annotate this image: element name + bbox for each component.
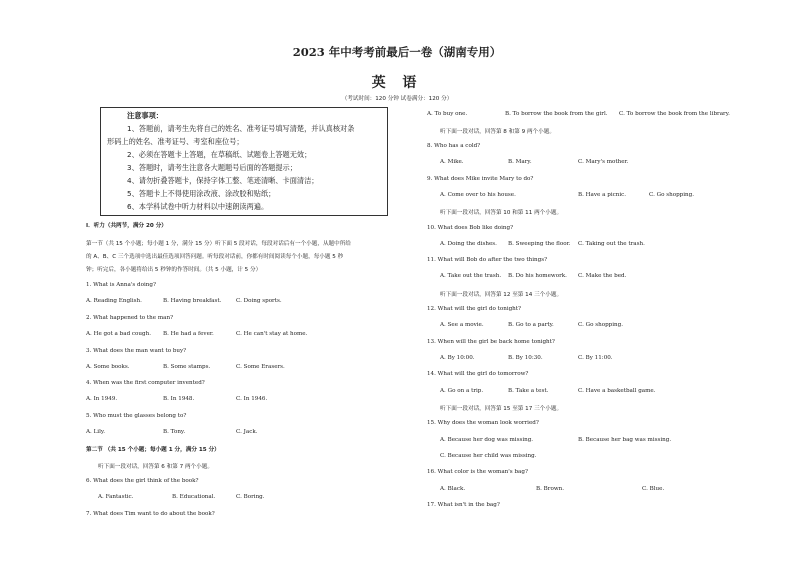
question-text: 12. What will the girl do tonight? (427, 306, 522, 312)
option: A. Doing the dishes. (440, 241, 497, 247)
option: C. Taking out the trash. (578, 241, 645, 247)
question-text: 17. What isn't in the bag? (427, 502, 500, 508)
notice-item: 2、必须在答题卡上答题，在草稿纸、试题卷上答题无效； (127, 150, 312, 159)
option: B. Do his homework. (508, 273, 567, 279)
question-text: 15. Why does the woman look worried? (427, 420, 539, 426)
option: B. He had a fever. (163, 331, 214, 337)
option: C. Make the bed. (578, 273, 627, 279)
section-direction: 第一节（共 15 个小题；每小题 1 分，满分 15 分）听下面 5 段对话，每段对话后有一个小题，从题中所给 (86, 241, 351, 247)
question-text: 16. What color is the woman's bag? (427, 469, 528, 475)
option: A. In 1949. (86, 396, 118, 402)
page-title: 2023 年中考考前最后一卷（湖南专用） (292, 45, 502, 59)
option: C. By 11:00. (578, 355, 613, 361)
option: B. Because her bag was missing. (578, 437, 672, 443)
question-text: 9. What does Mike invite Mary to do? (427, 176, 534, 182)
option: A. Go on a trip. (440, 388, 484, 394)
question-text: 8. Who has a cold? (427, 143, 481, 149)
option: A. He got a bad cough. (86, 331, 151, 337)
notice-item: 6、本学科试卷中听力材料以中速朗读两遍。 (127, 202, 269, 211)
option: B. By 10:30. (508, 355, 543, 361)
option: C. Have a basketball game. (578, 388, 656, 394)
option: B. Take a test. (508, 388, 549, 394)
option: A. Mike. (440, 159, 464, 165)
option: B. Go to a party. (508, 322, 554, 328)
question-text: 4. When was the first computer invented? (86, 380, 205, 386)
subject-title: 英 语 (371, 75, 423, 91)
option: B. In 1948. (163, 396, 195, 402)
option: C. Go shopping. (649, 192, 695, 198)
option: B. Have a picnic. (578, 192, 627, 198)
option: C. In 1946. (236, 396, 268, 402)
option: C. Blue. (642, 486, 665, 492)
option: C. Jack. (236, 429, 258, 435)
option: A. To buy one. (427, 111, 468, 117)
section-direction: 的 A、B、C 三个选项中选出最佳选项回答问题。听每段对话前，你都有时间阅读每个小题，每小题 5 秒 (86, 254, 344, 260)
option: A. See a movie. (440, 322, 484, 328)
option: B. Some stamps. (163, 364, 211, 370)
option: C. Some Erasers. (236, 364, 285, 370)
notice-item: 3、答题时，请考生注意各大题题号后面的答题提示； (127, 163, 297, 172)
question-text: 3. What does the man want to buy? (86, 348, 187, 354)
option: B. Educational. (172, 494, 216, 500)
notice-item: 1、答题前，请考生先将自己的姓名、准考证号填写清楚，并认真核对条 (127, 124, 355, 133)
question-text: 2. What happened to the man? (86, 315, 174, 321)
option: B. Brown. (536, 486, 564, 492)
notice-heading: 注意事项： (127, 111, 163, 120)
option: B. Tony. (163, 429, 186, 435)
option: C. Doing sports. (236, 298, 282, 304)
option: B. Sweeping the floor. (508, 241, 571, 247)
option: B. To borrow the book from the girl. (505, 111, 608, 117)
option: B. Having breakfast. (163, 298, 222, 304)
option: A. Some books. (86, 364, 130, 370)
option: C. To borrow the book from the library. (619, 111, 730, 117)
option: A. Come over to his house. (440, 192, 516, 198)
notice-box (100, 107, 388, 216)
question-text: 7. What does Tim want to do about the book? (86, 511, 215, 517)
notice-item: 5、答题卡上不得使用涂改液、涂改胶和贴纸； (127, 189, 276, 198)
dialogue-direction: 听下面一段对话，回答第 10 和第 11 两个小题。 (440, 210, 563, 216)
question-text: 1. What is Anna's doing? (86, 282, 156, 288)
section-direction: 钟；听完后，各小题将给出 5 秒钟的作答时间。（共 5 小题，计 5 分） (86, 267, 262, 273)
option: A. Because her dog was missing. (440, 437, 534, 443)
question-text: 6. What does the girl think of the book? (86, 478, 199, 484)
dialogue-direction: 听下面一段对话，回答第 8 和第 9 两个小题。 (440, 129, 555, 135)
notice-item: 形码上的姓名、准考证号、考室和座位号； (107, 137, 244, 146)
option: A. By 10:00. (440, 355, 475, 361)
option: A. Reading English. (86, 298, 142, 304)
option: A. Lily. (86, 429, 106, 435)
dialogue-direction: 听下面一段对话，回答第 15 至第 17 三个小题。 (440, 406, 563, 412)
dialogue-direction: 听下面一段对话，回答第 6 和第 7 两个小题。 (98, 464, 213, 470)
option: C. Because her child was missing. (440, 453, 537, 459)
question-text: 10. What does Bob like doing? (427, 225, 514, 231)
option: A. Fantastic. (98, 494, 134, 500)
exam-info: （考试时间：120 分钟 试卷满分：120 分） (341, 96, 453, 102)
notice-item: 4、请勿折叠答题卡，保持字体工整、笔迹清晰、卡面清洁； (127, 176, 319, 185)
option: C. Boring. (236, 494, 265, 500)
question-text: 11. What will Bob do after the two things? (427, 257, 548, 263)
option: B. Mary. (508, 159, 532, 165)
option: C. He can't stay at home. (236, 331, 308, 337)
section-heading: 第二节 （共 15 个小题；每小题 1 分，满分 15 分） (86, 447, 220, 453)
option: C. Mary's mother. (578, 159, 629, 165)
question-text: 14. What will the girl do tomorrow? (427, 371, 529, 377)
question-text: 5. Who must the glasses belong to? (86, 413, 187, 419)
option: A. Black. (440, 486, 466, 492)
dialogue-direction: 听下面一段对话，回答第 12 至第 14 三个小题。 (440, 292, 563, 298)
question-text: 13. When will the girl be back home tonight? (427, 339, 555, 345)
part-heading: I．听力（共两节，满分 20 分） (86, 223, 167, 229)
option: A. Take out the trash. (440, 273, 502, 279)
option: C. Go shopping. (578, 322, 624, 328)
